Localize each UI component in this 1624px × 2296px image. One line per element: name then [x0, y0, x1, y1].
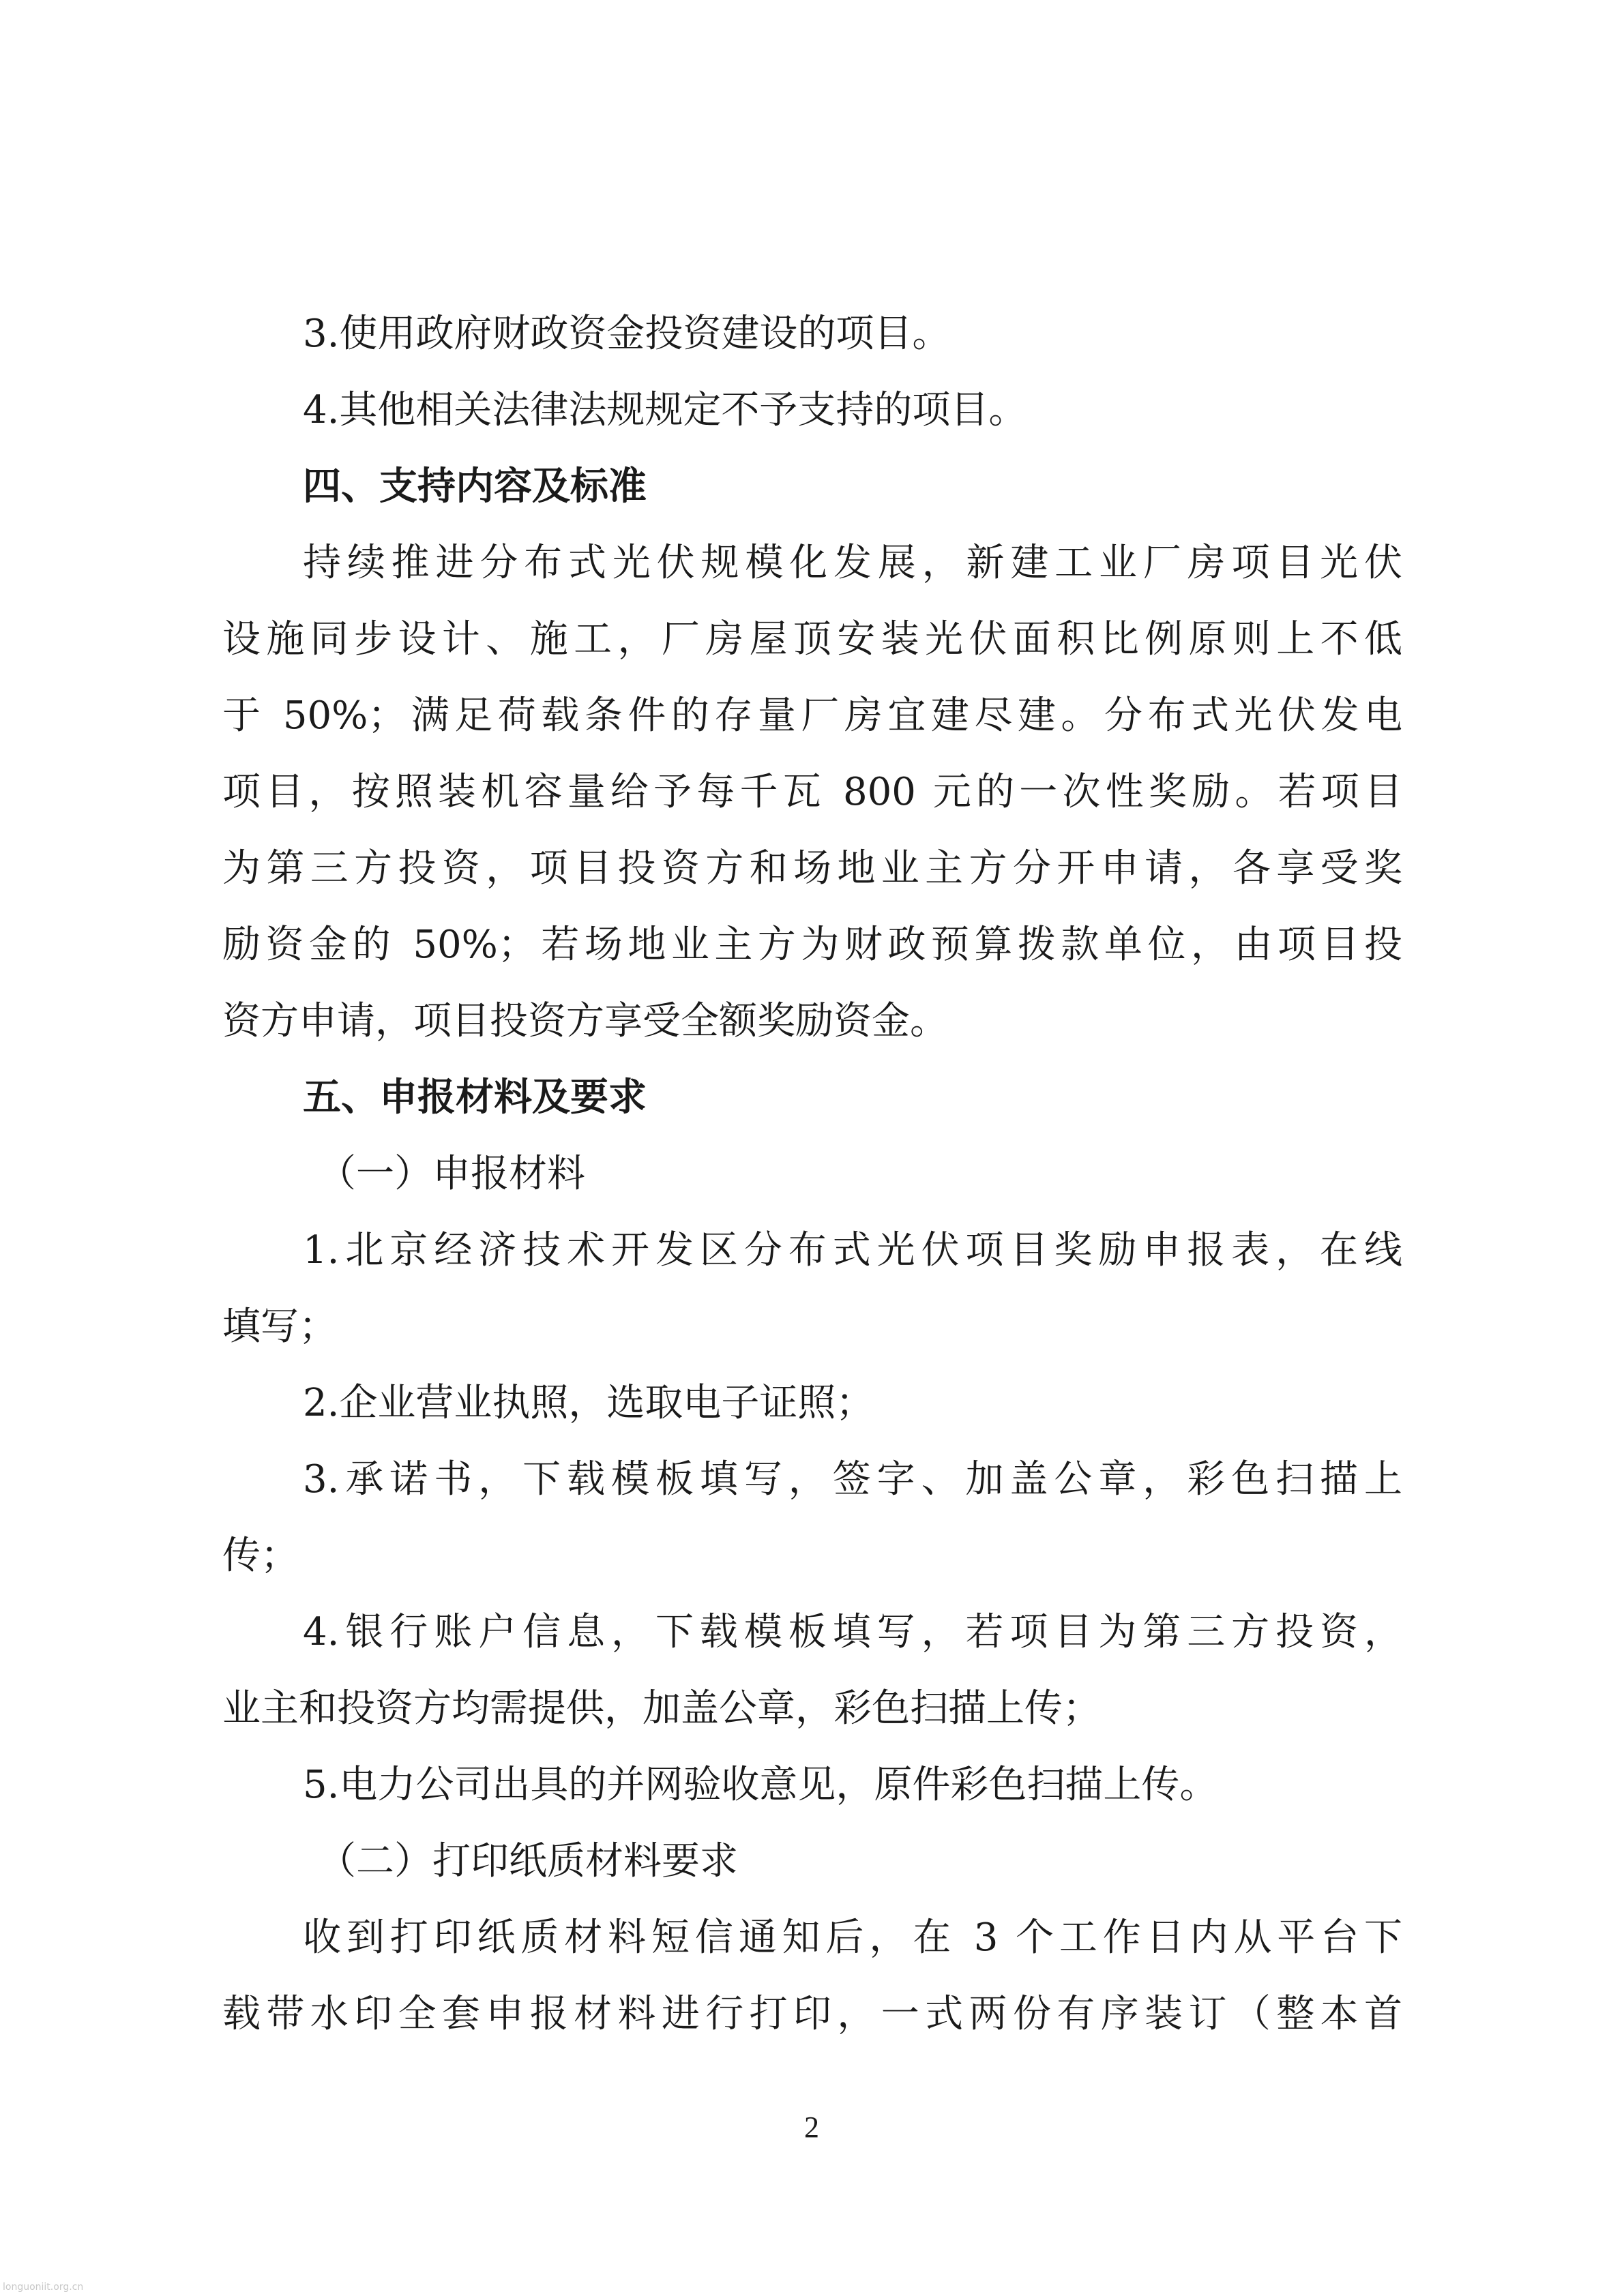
list-item-3: 3.使用政府财政资金投资建设的项目。 — [303, 312, 951, 356]
material-item-1-cont: 填写； — [222, 1304, 337, 1349]
paragraph-line: 收到打印纸质材料短信通知后，在 3 个工作日内从平台下 — [303, 1915, 1402, 1960]
subsection-heading-1: （一）申报材料 — [318, 1152, 585, 1196]
paragraph-line: 为第三方投资，项目投资方和场地业主方分开申请，各享受奖 — [222, 846, 1402, 891]
material-item-3: 3.承诺书，下载模板填写，签字、加盖公章，彩色扫描上 — [303, 1457, 1402, 1502]
material-item-3-cont: 传； — [222, 1534, 299, 1578]
paragraph-line: 设施同步设计、施工，厂房屋顶安装光伏面积比例原则上不低 — [222, 617, 1402, 661]
paragraph-line: 载带水印全套申报材料进行打印，一式两份有序装订（整本首 — [222, 1992, 1402, 2036]
list-item-4: 4.其他相关法律法规规定不予支持的项目。 — [303, 388, 1027, 432]
material-item-4: 4.银行账户信息，下载模板填写，若项目为第三方投资， — [303, 1610, 1402, 1654]
paragraph-line: 持续推进分布式光伏规模化发展，新建工业厂房项目光伏 — [303, 541, 1402, 585]
subsection-heading-2: （二）打印纸质材料要求 — [318, 1839, 738, 1883]
section-heading-5: 五、申报材料及要求 — [303, 1075, 647, 1120]
paragraph-line: 项目，按照装机容量给予每千瓦 800 元的一次性奖励。若项目 — [222, 770, 1402, 814]
material-item-4-cont: 业主和投资方均需提供，加盖公章，彩色扫描上传； — [222, 1686, 1101, 1731]
paragraph-line: 励资金的 50%；若场地业主方为财政预算拨款单位，由项目投 — [222, 923, 1402, 967]
watermark-text: longuoniit.org.cn — [3, 2282, 84, 2293]
paragraph-line: 于 50%；满足荷载条件的存量厂房宜建尽建。分布式光伏发电 — [222, 694, 1402, 738]
page-number: 2 — [804, 2111, 819, 2144]
paragraph-line: 资方申请，项目投资方享受全额奖励资金。 — [222, 999, 948, 1043]
material-item-2: 2.企业营业执照，选取电子证照； — [303, 1381, 874, 1425]
section-heading-4: 四、支持内容及标准 — [303, 464, 647, 509]
material-item-5: 5.电力公司出具的并网验收意见，原件彩色扫描上传。 — [303, 1763, 1218, 1807]
material-item-1: 1.北京经济技术开发区分布式光伏项目奖励申报表，在线 — [303, 1228, 1402, 1272]
